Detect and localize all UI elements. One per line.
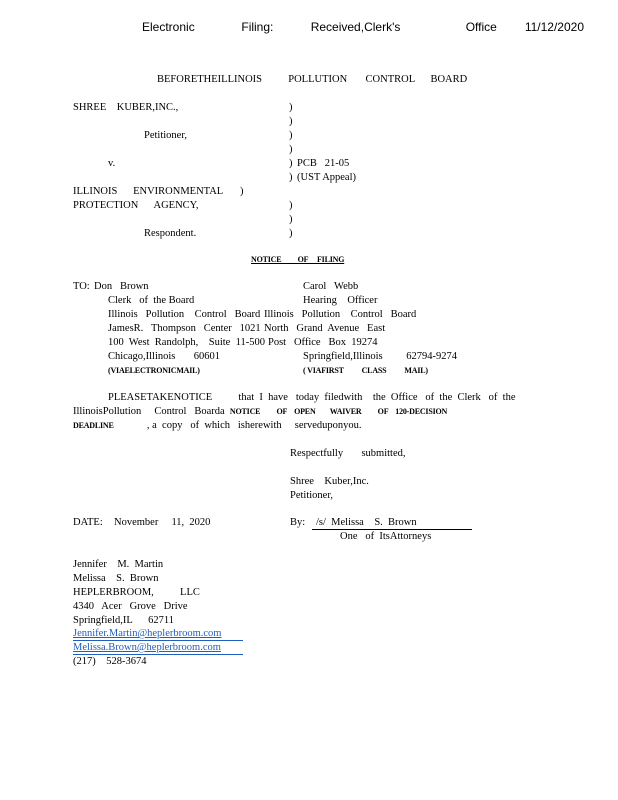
counsel-phone: (217) 528-3674 [73,656,147,667]
counsel-name-2: Melissa S. Brown [73,573,159,584]
recipient-1-title: Clerk of the Board [108,295,195,306]
notice-body-line3 [73,419,362,432]
notice-body-line2-text: IllinoisPollution Control Boarda [73,406,225,417]
recipient-1-delivery: (VIAELECTRONICMAIL) [108,366,200,375]
respondent-name-line2: PROTECTION AGENCY, [73,200,199,211]
recipient-1-street: 100 West Randolph, Suite 11-500 [108,337,265,348]
petitioner-name: SHREE KUBER,INC., [73,102,179,113]
notice-document-title-end: DEADLINE [73,421,114,430]
petitioner-label: Petitioner, [144,130,188,141]
signature-role: One of ItsAttorneys [340,531,432,542]
recipient-1-city: Chicago,Illinois 60601 [108,351,220,362]
recipient-2-delivery: ( VIAFIRST CLASS MAIL) [303,366,428,375]
notice-document-title: NOTICE OF OPEN WAIVER OF 120-DECISION [229,407,448,416]
to-label: TO: [73,281,90,292]
counsel-email-1[interactable]: Jennifer.Martin@heplerbroom.com [73,628,222,639]
caption-paren: ) [289,172,293,183]
notice-body-line3-text: , a copy of which isherewith serveduponyou. [141,420,362,431]
by-label: By: [290,517,306,528]
recipient-1-org: Illinois Pollution Control Board [108,309,261,320]
recipient-2-title: Hearing Officer [303,295,378,306]
respectfully-submitted: Respectfully submitted, [290,448,406,459]
board-title: BEFORETHEILLINOIS POLLUTION CONTROL BOARD [157,74,468,85]
recipient-2-org: Illinois Pollution Control Board [264,309,417,320]
respondent-label: Respondent. [144,228,197,239]
recipient-2-po-box: Post Office Box 19274 [268,337,378,348]
notice-body-line2 [73,405,447,418]
electronic-signature: /s/ Melissa S. Brown [316,517,417,528]
closing-party: Shree Kuber,Inc. [290,476,369,487]
caption-paren: ) [289,102,293,113]
date-value: November 11, 2020 [114,517,211,528]
caption-paren: ) [289,228,293,239]
caption-paren: ) [289,116,293,127]
caption-paren: ) [289,130,293,141]
recipient-2-name: Carol Webb [303,281,359,292]
caption-paren: ) [240,186,244,197]
counsel-email-2[interactable]: Melissa.Brown@heplerbroom.com [73,642,221,653]
caption-paren: ) [289,144,293,155]
recipient-1-address: JamesR. Thompson Center 1021 [108,323,261,334]
counsel-name-1: Jennifer M. Martin [73,559,164,570]
counsel-street: 4340 Acer Grove Drive [73,601,188,612]
date-label: DATE: [73,517,103,528]
caption-paren: ) [289,214,293,225]
recipient-2-address: North Grand Avenue East [264,323,386,334]
case-number: PCB 21-05 [297,158,350,169]
recipient-2-city: Springfield,Illinois 62794-9274 [303,351,457,362]
respondent-name-line1: ILLINOIS ENVIRONMENTAL [73,186,224,197]
case-type: (UST Appeal) [297,172,357,183]
caption-paren: ) [289,158,293,169]
counsel-city: Springfield,IL 62711 [73,615,175,626]
notice-of-filing-title: NOTICE OF FILING [251,255,345,264]
electronic-filing-stamp: Electronic Filing: Received,Clerk's Office 11/12/2020 [142,20,584,34]
closing-party-role: Petitioner, [290,490,334,501]
recipient-1-name: Don Brown [94,281,149,292]
versus-label: v. [108,158,116,169]
notice-body-line1: PLEASETAKENOTICE that I have today filedwith the Office of the Clerk of the [108,392,516,403]
counsel-firm: HEPLERBROOM, LLC [73,587,200,598]
caption-paren: ) [289,200,293,211]
